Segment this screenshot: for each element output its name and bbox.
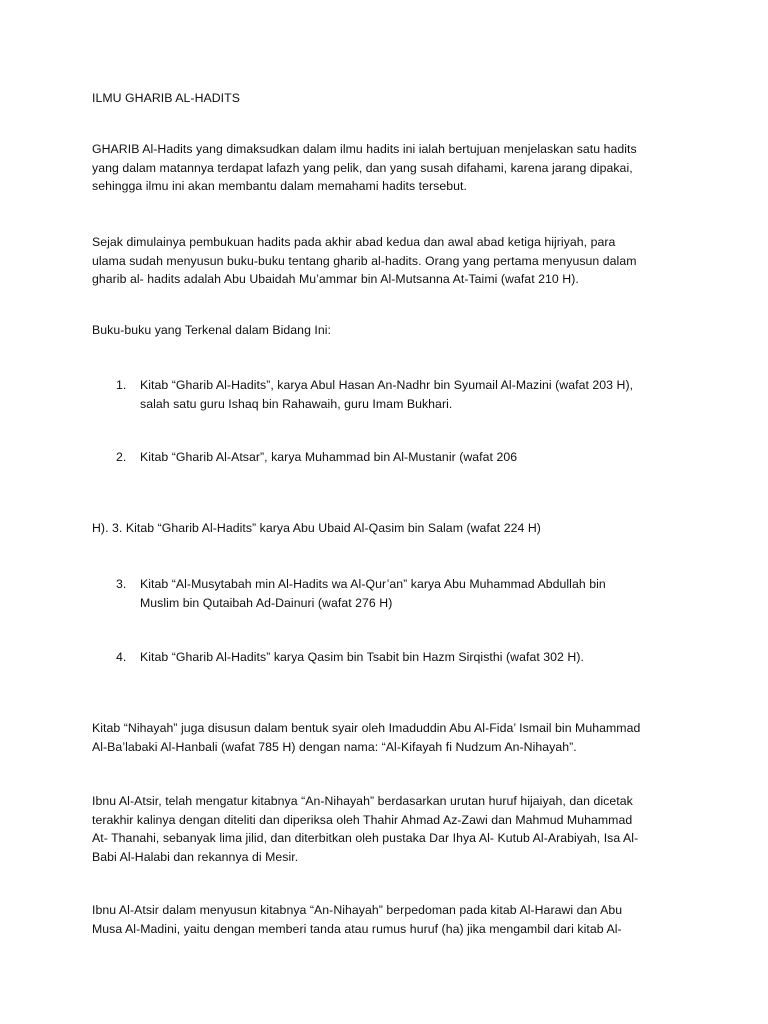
list-item-text: Kitab “Gharib Al-Hadits”, karya Abul Hasan An-Nadhr bin Syumail Al-Mazini (wafat 203 H), salah satu guru Ishaq bin Rahawaih, guru Imam Bukhari. (140, 378, 634, 411)
list-number: 4. (116, 650, 127, 664)
paragraph-ibnu-al-atsir: Ibnu Al-Atsir, telah mengatur kitabnya “An-Nihayah” berdasarkan urutan huruf hijaiyah, dan dicetak terakhir kalinya dengan diteliti dan diperiksa oleh Thahir Ahmad Az-Zawi dan Mahmud Muhammad At- Thanahi, sebanyak lima jilid, dan diterbitkan oleh pustaka Dar Ihya Al- Kutub Al-Arabiyah, Isa Al- Babi Al-Halabi dan rekannya di Mesir. (92, 794, 639, 864)
paragraph-gharib-definition: GHARIB Al-Hadits yang dimaksudkan dalam ilmu hadits ini ialah bertujuan menjelaskan satu hadits yang dalam matannya terdapat lafazh yang pelik, dan yang susah difahami, karena jarang dipakai, sehingga ilmu ini akan membantu dalam memahami hadits tersebut. (92, 142, 637, 193)
list-number: 3. (116, 577, 127, 591)
list-number: 1. (116, 378, 127, 392)
paragraph-composition: Ibnu Al-Atsir dalam menyusun kitabnya “An-Nihayah” berpedoman pada kitab Al-Harawi dan Abu Musa Al-Madini, yaitu dengan memberi tanda atau rumus huruf (ha) jika mengambil dari kitab Al- (92, 903, 623, 936)
paragraph-nihayah: Kitab “Nihayah” juga disusun dalam bentuk syair oleh Imaduddin Abu Al-Fida’ Ismail bin Muhammad Al-Ba’labaki Al-Hanbali (wafat 785 H) dengan nama: “Al-Kifayah fi Nudzum An-Nihayah”. (92, 721, 641, 754)
list-number: 2. (116, 450, 127, 464)
document-title: ILMU GHARIB AL-HADITS (92, 91, 240, 105)
books-heading: Buku-buku yang Terkenal dalam Bidang Ini: (92, 323, 332, 337)
list-item-text: Kitab “Gharib Al-Atsar”, karya Muhammad bin Al-Mustanir (wafat 206 (140, 450, 518, 464)
continuation-line: H). 3. Kitab “Gharib Al-Hadits” karya Abu Ubaid Al-Qasim bin Salam (wafat 224 H) (92, 521, 541, 535)
paragraph-history: Sejak dimulainya pembukuan hadits pada akhir abad kedua dan awal abad ketiga hijriyah, para ulama sudah menyusun buku-buku tentang gharib al-hadits. Orang yang pertama menyusun dalam gharib al- hadits adalah Abu Ubaidah Mu’ammar bin Al-Mutsanna At-Taimi (wafat 210 H). (92, 235, 637, 286)
list-item-text: Kitab “Al-Musytabah min Al-Hadits wa Al-Qur’an” karya Abu Muhammad Abdullah bin Muslim bin Qutaibah Ad-Dainuri (wafat 276 H) (140, 577, 606, 610)
list-item-text: Kitab “Gharib Al-Hadits” karya Qasim bin Tsabit bin Hazm Sirqisthi (wafat 302 H). (140, 650, 584, 664)
